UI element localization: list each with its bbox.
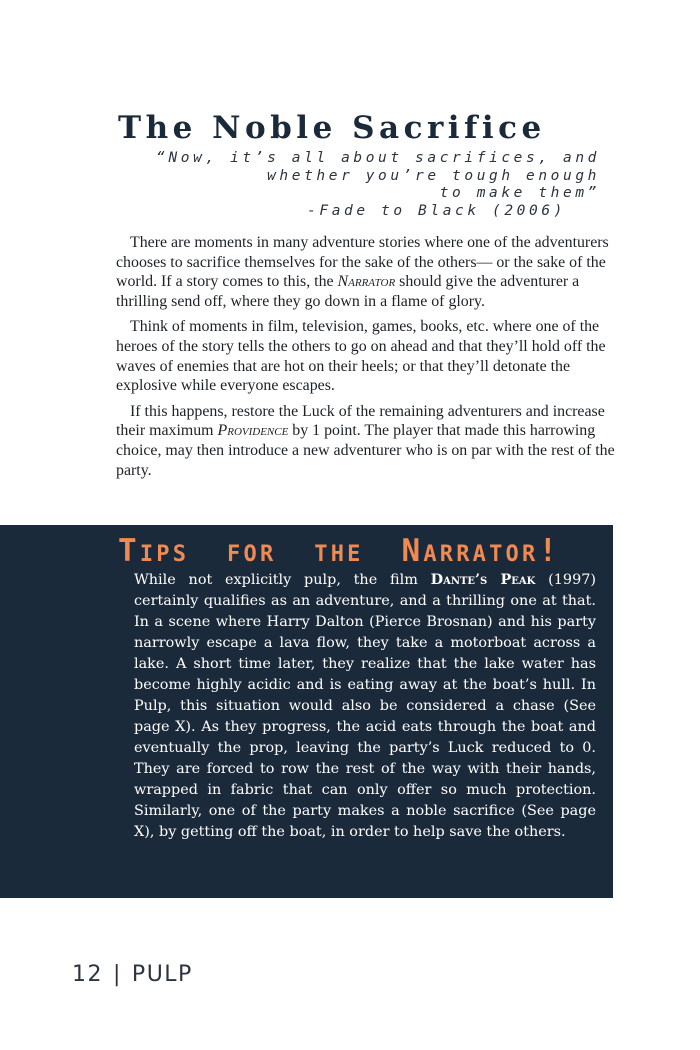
page-number: 12 — [72, 962, 103, 987]
paragraph-1-text-a: There are moments in many adventure stories where one of the adventurers chooses to sacrifice themselves for the sake of the others— or the sake of the world. If a story comes to this, the — [116, 234, 609, 291]
epigraph-line: whether you’re tough enough — [267, 167, 600, 184]
film-title: Dante’s Peak — [430, 571, 536, 588]
footer-separator: | — [113, 962, 122, 987]
paragraph-3-text-b: by 1 point. The player that made this harrowing choice, may then introduce a new adventurer who is on par with the rest of the party. — [116, 422, 615, 479]
body-text — [116, 233, 616, 486]
narrator-term: Narrator — [337, 273, 396, 291]
tips-text-b: (1997) certainly qualifies as an adventure, and a thrilling one at that. In a scene where Harry Dalton (Pierce Brosnan) and his party narrowly escape a lava flow, they take a motorboat across a lake. A short time later, they realize that the lake water has become highly acidic and is eating away at the boat’s hull. In Pulp, this situation would also be considered a chase (See page X). As they progress, the acid eats through the boat and eventually the prop, leaving the party’s Luck reduced to 0. They are forced to row the rest of the way with their hands, wrapped in fabric that can only offer so much protection. Similarly, one of the party makes a noble sacrifice (See page X), by getting off the boat, in order to help save the others. — [134, 572, 597, 840]
tips-heading: Tips for the Narrator! — [118, 533, 561, 569]
epigraph-line: “Now, it’s all about sacrifices, and — [156, 150, 600, 166]
paragraph-1-text-b: should give the adventurer a thrilling send off, where they go down in a flame of glory. — [116, 273, 580, 310]
tips-text — [134, 569, 596, 843]
page-footer — [72, 962, 193, 987]
section-title: The Noble Sacrifice — [118, 110, 546, 146]
epigraph-line: to make them” — [439, 185, 600, 202]
tips-text-a: While not explicitly pulp, the film — [134, 572, 431, 588]
paragraph-3 — [116, 402, 616, 480]
epigraph-attribution: -Fade to Black (2006) — [307, 202, 566, 219]
paragraph-2: Think of moments in film, television, games, books, etc. where one of the heroes of the story tells the others to go on ahead and that they’ll hold off the waves of enemies that are hot on their heels; or that they’ll detonate the explosive while everyone escapes. — [116, 318, 606, 395]
providence-term: Providence — [217, 422, 289, 440]
tips-sidebar-box — [0, 525, 613, 898]
book-title: PULP — [131, 962, 193, 987]
paragraph-3-text-a: If this happens, restore the Luck of the remaining adventurers and increase their maximum — [116, 402, 605, 440]
paragraph-1 — [116, 233, 616, 311]
epigraph-quote — [156, 150, 600, 220]
